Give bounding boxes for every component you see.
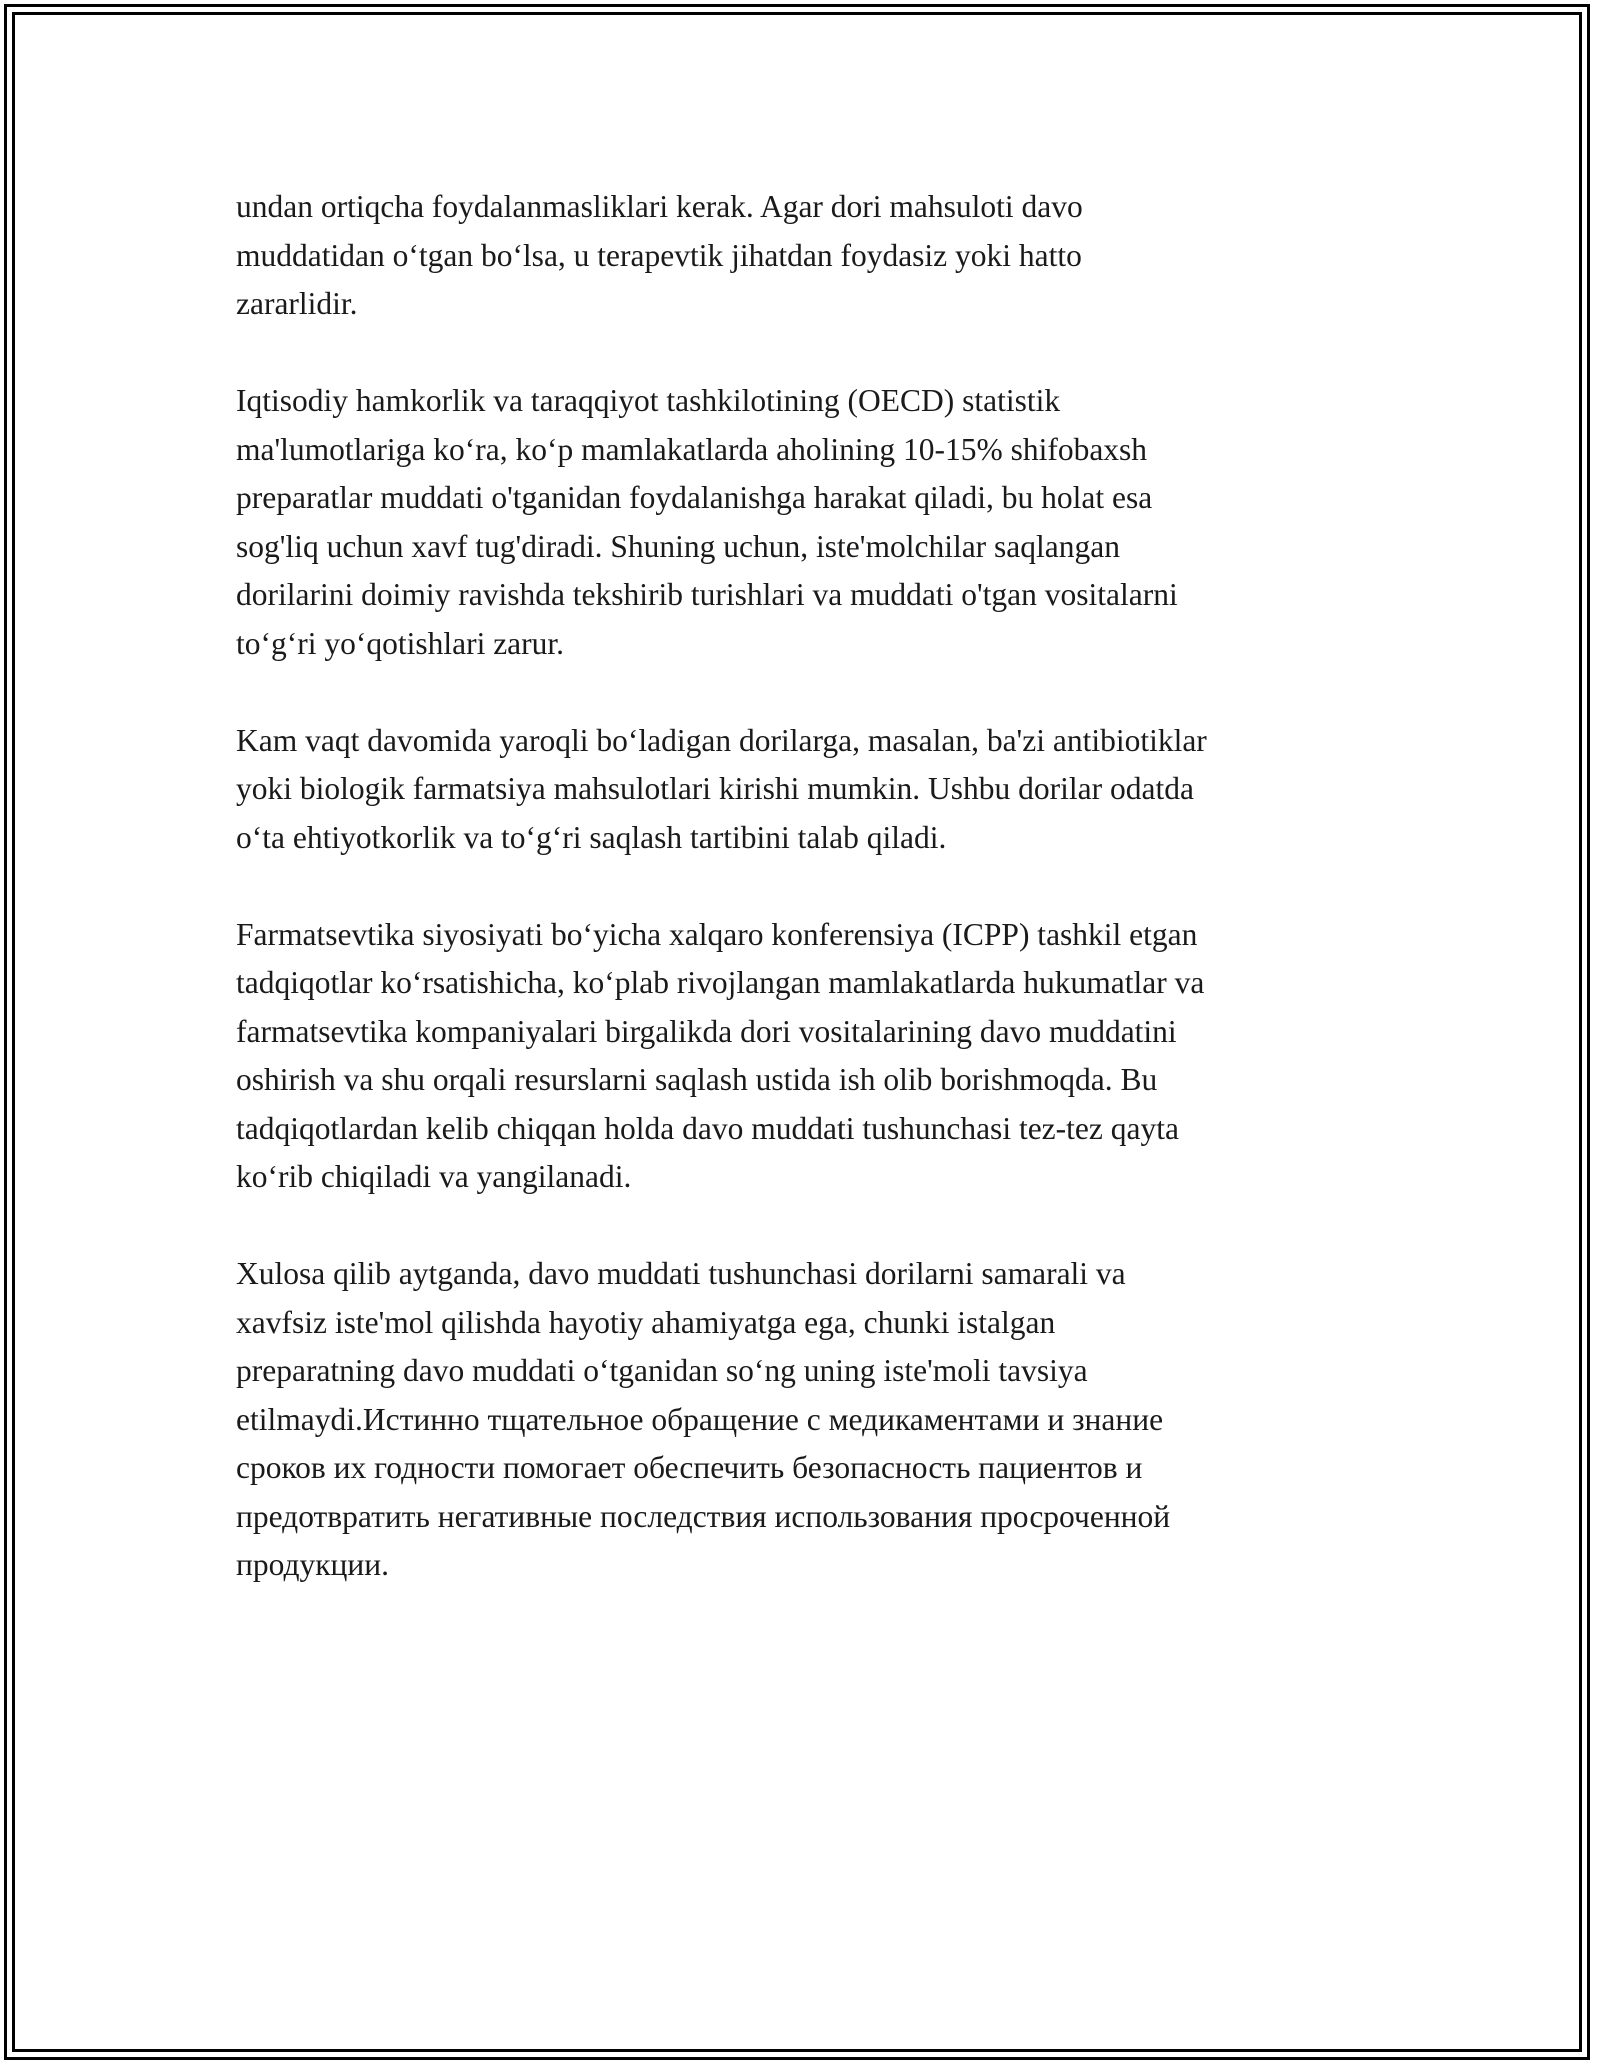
text-line: etilmaydi.Истинно тщательное обращение с медикаментами и знание: [236, 1401, 1164, 1437]
text-line: yoki biologik farmatsiya mahsulotlari kirishi mumkin. Ushbu dorilar odatda: [236, 771, 1194, 806]
text-line: sog'liq uchun xavf tug'diradi. Shuning uchun, iste'molchilar saqlangan: [236, 528, 1120, 564]
text-line: xavfsiz iste'mol qilishda hayotiy ahamiyatga ega, chunki istalgan: [236, 1304, 1056, 1340]
text-line: tadqiqotlardan kelib chiqqan holda davo muddati tushunchasi tez-tez qayta: [236, 1110, 1179, 1146]
text-line: dorilarini doimiy ravishda tekshirib turishlari va muddati o'tgan vositalarni: [236, 577, 1178, 612]
text-line: Farmatsevtika siyosiyati bo‘yicha xalqaro konferensiya (ICPP) tashkil etgan: [236, 916, 1198, 952]
text-line: ko‘rib chiqiladi va yangilanadi.: [236, 1159, 632, 1194]
text-line: tadqiqotlar ko‘rsatishicha, ko‘plab rivojlangan mamlakatlarda hukumatlar va: [236, 965, 1205, 1000]
paragraph-5: [236, 1250, 1396, 1590]
paragraph-1: [236, 183, 1396, 329]
text-line: ma'lumotlariga ko‘ra, ko‘p mamlakatlarda aholining 10-15% shifobaxsh: [236, 431, 1148, 467]
text-line: undan ortiqcha foydalanmasliklari kerak. Agar dori mahsuloti davo: [236, 189, 1083, 224]
document-body: [236, 183, 1396, 1638]
text-line: zararlidir.: [236, 286, 358, 321]
paragraph-2: [236, 377, 1396, 668]
paragraph-4: [236, 911, 1396, 1202]
text-line: muddatidan o‘tgan bo‘lsa, u terapevtik jihatdan foydasiz yoki hatto: [236, 237, 1082, 273]
text-line: o‘ta ehtiyotkorlik va to‘g‘ri saqlash tartibini talab qiladi.: [236, 819, 947, 855]
text-line: to‘g‘ri yo‘qotishlari zarur.: [236, 625, 565, 661]
text-line: сроков их годности помогает обеспечить безопасность пациентов и: [236, 1450, 1143, 1485]
text-line: Xulosa qilib aytganda, davo muddati tushunchasi dorilarni samarali va: [236, 1256, 1126, 1291]
text-line: farmatsevtika kompaniyalari birgalikda dori vositalarining davo muddatini: [236, 1013, 1177, 1049]
text-line: Iqtisodiy hamkorlik va taraqqiyot tashkilotining (OECD) statistik: [236, 383, 1061, 418]
paragraph-3: [236, 717, 1396, 863]
text-line: Kam vaqt davomida yaroqli bo‘ladigan dorilarga, masalan, ba'zi antibiotiklar: [236, 722, 1207, 758]
text-line: oshirish va shu orqali resurslarni saqlash ustida ish olib borishmoqda. Bu: [236, 1062, 1158, 1097]
text-line: preparatlar muddati o'tganidan foydalanishga harakat qiladi, bu holat esa: [236, 480, 1153, 515]
text-line: предотвратить негативные последствия использования просроченной: [236, 1498, 1171, 1534]
text-line: продукции.: [236, 1547, 389, 1582]
text-line: preparatning davo muddati o‘tganidan so‘ng uning iste'moli tavsiya: [236, 1353, 1088, 1388]
